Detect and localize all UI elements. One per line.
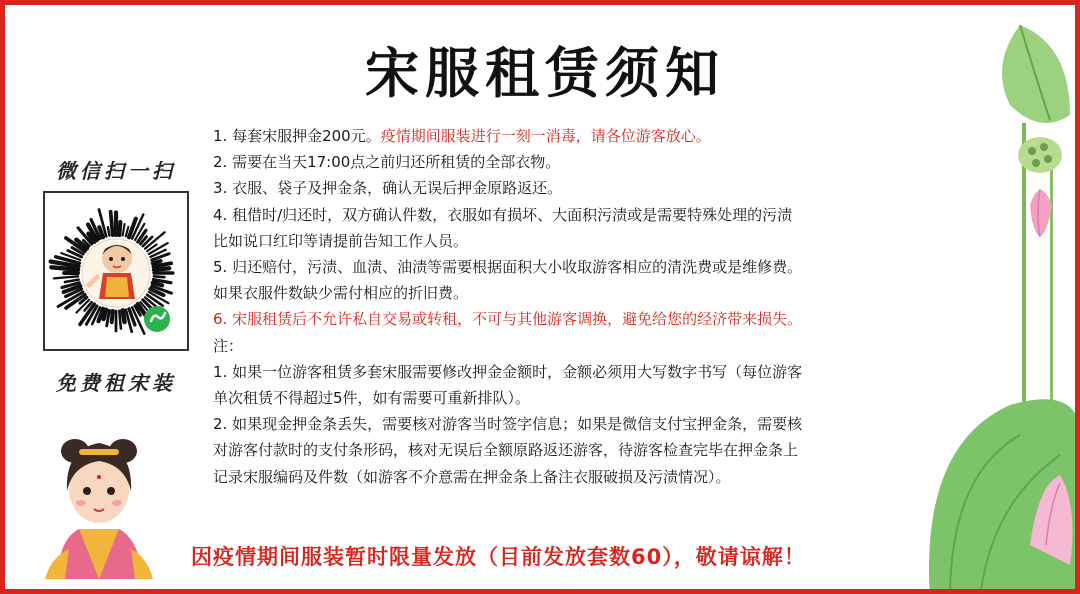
scan-caption: 微信扫一扫 xyxy=(56,159,176,183)
rental-rules xyxy=(213,123,913,490)
qr-ray xyxy=(119,311,121,329)
page-title: 宋服租赁须知 xyxy=(365,41,725,105)
qr-ray xyxy=(108,227,110,235)
qr-ray xyxy=(153,261,161,263)
qr-ray xyxy=(154,276,165,277)
rule-5-line-1: 5. 归还赔付，污渍、血渍、油渍等需要根据面积大小收取游客相应的清洗费或是维修费。 xyxy=(213,258,803,277)
rule-4-line-1: 4. 租借时/归还时，双方确认件数，衣服如有损坏、大面积污渍或是需要特殊处理的污渍 xyxy=(213,205,793,224)
qr-ray xyxy=(123,310,125,322)
rule-6: 6. 宋服租赁后不允许私自交易或转租，不可与其他游客调换，避免给您的经济带来损失。 xyxy=(213,310,803,329)
note-2-line-1: 2. 如果现金押金条丢失，需要核对游客当时签字信息；如果是微信支付宝押金条，需要核 xyxy=(213,415,803,434)
note-1-line-1: 1. 如果一位游客租赁多套宋服需要修改押金金额时，金额必须用大写数字书写（每位游客 xyxy=(213,362,803,381)
lotus-decoration xyxy=(910,5,1080,594)
rule-2: 2. 需要在当天17:00点之前归还所租赁的全部衣物。 xyxy=(213,153,561,172)
qr-code-icon xyxy=(45,193,187,349)
mini-program-qr-code[interactable] xyxy=(43,191,189,351)
note-2-line-2: 对游客付款时的支付条形码，核对无误后全额原路返还游客，待游客检查完毕在押金条上 xyxy=(213,441,799,460)
qr-ray xyxy=(154,268,169,269)
qr-ray xyxy=(123,224,125,236)
qr-ray xyxy=(119,222,120,235)
qr-ray xyxy=(54,276,78,278)
rule-5-line-2: 如果衣服件数缺少需付相应的折旧费。 xyxy=(213,284,469,303)
rule-3: 3. 衣服、袋子及押金条，确认无误后押金原路返还。 xyxy=(213,179,563,198)
rule-4-line-2: 比如说口红印等请提前告知工作人员。 xyxy=(213,231,469,250)
qr-caption: 免费租宋装 xyxy=(56,371,176,395)
qr-ray xyxy=(111,212,113,235)
song-lady-illustration xyxy=(39,429,159,589)
qr-ray xyxy=(65,280,79,282)
rule-1-text: 1. 每套宋服押金200元。 xyxy=(213,127,381,145)
footer-notice: 因疫情期间服装暂时限量发放（目前发放套数60），敬请谅解！ xyxy=(191,545,806,569)
note-label: 注： xyxy=(213,336,244,355)
qr-ray xyxy=(153,283,162,286)
rule-1-highlight: 疫情期间服装进行一刻一消毒，请各位游客放心。 xyxy=(380,127,711,145)
note-1-line-2: 单次租赁不得超过5件，如有需要可重新排队）。 xyxy=(213,389,531,408)
qr-ray xyxy=(112,311,113,322)
rule-1 xyxy=(213,123,913,149)
note-2-line-3: 记录宋服编码及件数（如游客不介意需在押金条上备注衣服破损及污渍情况）。 xyxy=(213,467,731,486)
